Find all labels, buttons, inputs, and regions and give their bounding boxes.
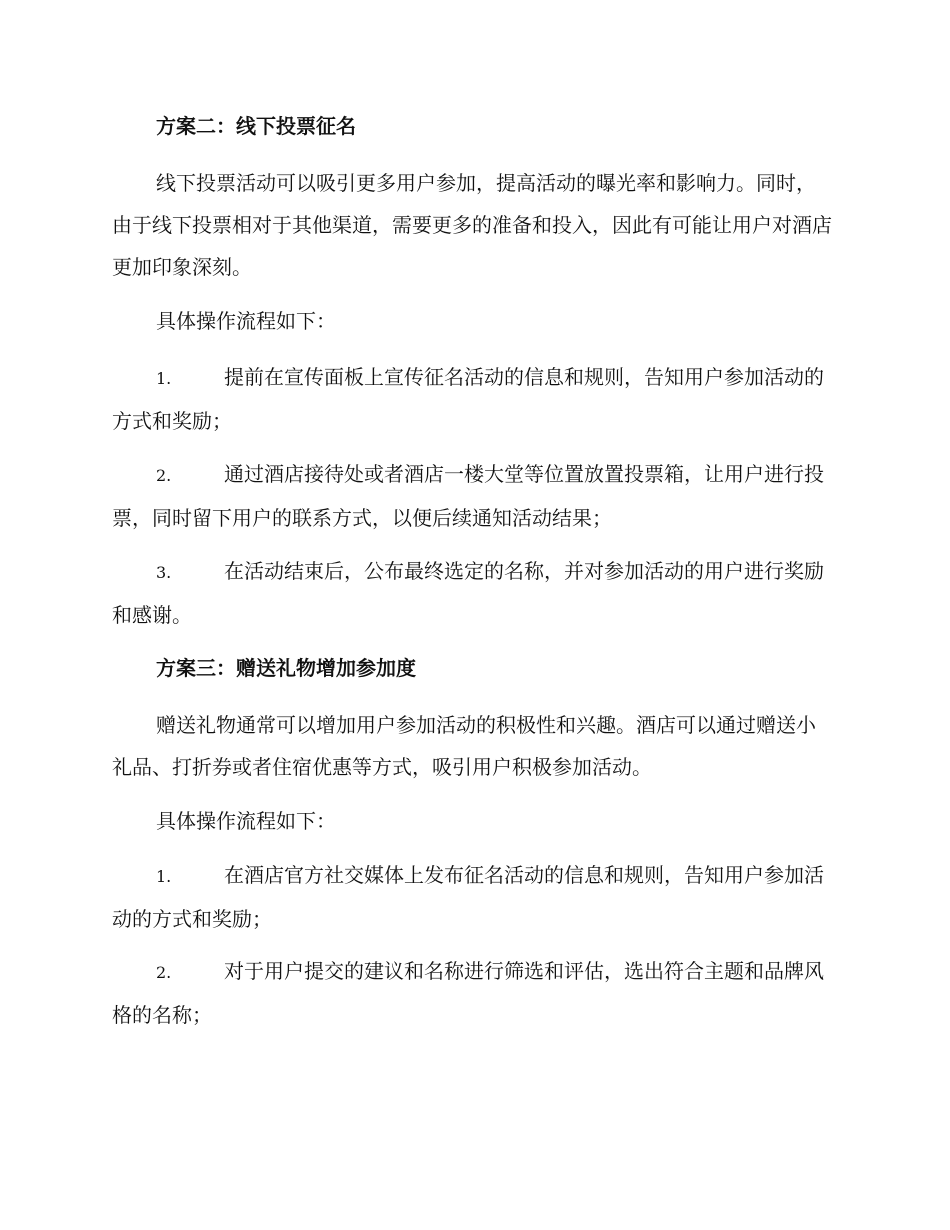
list-item-plan-2-step-1 [112,356,832,442]
paragraph-plan-3-intro: 赠送礼物通常可以增加用户参加活动的积极性和兴趣。酒店可以通过赠送小礼品、打折券或者住宿优惠等方式，吸引用户积极参加活动。 [112,713,816,779]
list-item-plan-2-step-2 [112,453,832,539]
section-heading-plan-2: 方案二：线下投票征名 [156,114,356,138]
list-item-plan-3-step-1 [112,854,832,940]
paragraph-plan-2-intro: 线下投票活动可以吸引更多用户参加，提高活动的曝光率和影响力。同时，由于线下投票相对于其他渠道，需要更多的准备和投入，因此有可能让用户对酒店更加印象深刻。 [112,171,832,279]
list-item-text: 在活动结束后，公布最终选定的名称，并对参加活动的用户进行奖励和感谢。 [112,559,824,627]
list-number: 2. [156,466,172,485]
list-item-text: 在酒店官方社交媒体上发布征名活动的信息和规则，告知用户参加活动的方式和奖励； [112,863,824,931]
list-item-text: 提前在宣传面板上宣传征名活动的信息和规则，告知用户参加活动的方式和奖励； [112,365,824,433]
list-item-text: 对于用户提交的建议和名称进行筛选和评估，选出符合主题和品牌风格的名称； [112,959,824,1027]
list-item-text: 通过酒店接待处或者酒店一楼大堂等位置放置投票箱，让用户进行投票，同时留下用户的联系方式，以便后续通知活动结果； [112,462,824,530]
steps-label-plan-2: 具体操作流程如下： [156,309,336,333]
list-number: 3. [156,563,172,582]
list-number: 2. [156,963,172,982]
steps-label-plan-3: 具体操作流程如下： [156,809,336,833]
list-item-plan-3-step-2 [112,950,832,1036]
list-number: 1. [156,867,172,886]
section-heading-plan-3: 方案三：赠送礼物增加参加度 [156,656,416,680]
list-number: 1. [156,369,172,388]
list-item-plan-2-step-3 [112,550,832,636]
